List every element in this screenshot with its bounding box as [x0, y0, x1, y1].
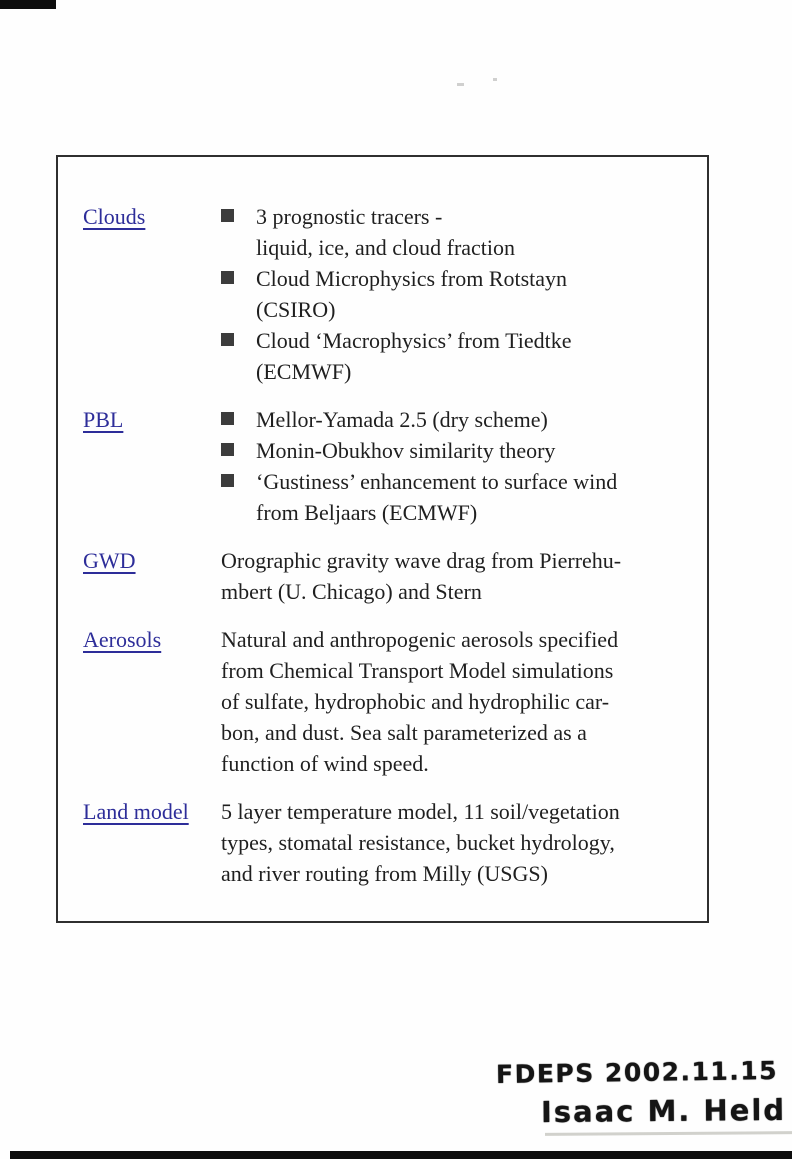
text-line: Orographic gravity wave drag from Pierrehu-: [221, 548, 622, 573]
text-line: and river routing from Milly (USGS): [221, 861, 548, 886]
term-link-gwd[interactable]: GWD: [83, 548, 136, 573]
paragraph: [221, 624, 689, 779]
handwriting-smudge-line: [545, 1131, 792, 1136]
bullet-text: [256, 263, 567, 325]
bullet-list-item: [221, 325, 689, 387]
section-clouds: [83, 201, 689, 387]
label-column: [83, 796, 221, 889]
square-bullet-icon: [221, 412, 234, 425]
text-line: 3 prognostic tracers -: [256, 204, 443, 229]
text-line: function of wind speed.: [221, 751, 429, 776]
label-column: [83, 404, 221, 528]
text-line: (CSIRO): [256, 297, 336, 322]
text-line: Mellor-Yamada 2.5 (dry scheme): [256, 407, 548, 432]
text-line: bon, and dust. Sea salt parameterized as a: [221, 720, 587, 745]
scan-speck: [457, 83, 464, 86]
square-bullet-icon: [221, 271, 234, 284]
text-line: from Beljaars (ECMWF): [256, 500, 478, 525]
square-bullet-icon: [221, 333, 234, 346]
label-column: [83, 201, 221, 387]
bullet-list-item: [221, 263, 689, 325]
bullet-list-item: [221, 201, 689, 263]
scan-artifact-top-left: [0, 0, 56, 9]
bullet-list-item: [221, 435, 689, 466]
term-link-aerosols[interactable]: Aerosols: [83, 627, 162, 652]
handwritten-date: FDEPS 2002.11.15: [495, 1056, 779, 1089]
section-content: [221, 545, 689, 607]
section-land-model: [83, 796, 689, 889]
term-link-clouds[interactable]: Clouds: [83, 204, 146, 229]
model-components-panel: [56, 155, 709, 923]
text-line: mbert (U. Chicago) and Stern: [221, 579, 482, 604]
text-line: of sulfate, hydrophobic and hydrophilic car-: [221, 689, 610, 714]
text-line: 5 layer temperature model, 11 soil/vegetation: [221, 799, 620, 824]
text-line: (ECMWF): [256, 359, 352, 384]
scan-speck: [493, 78, 497, 81]
text-line: Cloud Microphysics from Rotstayn: [256, 266, 568, 291]
square-bullet-icon: [221, 209, 234, 222]
label-column: [83, 624, 221, 779]
section-pbl: [83, 404, 689, 528]
definition-list: [83, 201, 689, 889]
text-line: types, stomatal resistance, bucket hydrology,: [221, 830, 615, 855]
text-line: liquid, ice, and cloud fraction: [256, 235, 516, 260]
square-bullet-icon: [221, 443, 234, 456]
term-link-land-model[interactable]: Land model: [83, 799, 189, 824]
text-line: Monin-Obukhov similarity theory: [256, 438, 556, 463]
text-line: ‘Gustiness’ enhancement to surface wind: [256, 469, 618, 494]
label-column: [83, 545, 221, 607]
section-content: [221, 404, 689, 528]
bullet-text: [256, 466, 617, 528]
bullet-text: [256, 201, 515, 263]
bullet-list-item: [221, 404, 689, 435]
bullet-text: [256, 325, 572, 387]
scan-artifact-bottom-bar: [10, 1151, 792, 1159]
handwritten-author: Isaac M. Held: [540, 1092, 787, 1130]
square-bullet-icon: [221, 474, 234, 487]
text-line: from Chemical Transport Model simulations: [221, 658, 614, 683]
text-line: Natural and anthropogenic aerosols specified: [221, 627, 619, 652]
term-link-pbl[interactable]: PBL: [83, 407, 124, 432]
paragraph: [221, 545, 689, 607]
section-content: [221, 201, 689, 387]
bullet-list-item: [221, 466, 689, 528]
bullet-text: [256, 404, 548, 435]
section-content: [221, 624, 689, 779]
section-aerosols: [83, 624, 689, 779]
section-gwd: [83, 545, 689, 607]
text-line: Cloud ‘Macrophysics’ from Tiedtke: [256, 328, 572, 353]
bullet-text: [256, 435, 555, 466]
paragraph: [221, 796, 689, 889]
section-content: [221, 796, 689, 889]
